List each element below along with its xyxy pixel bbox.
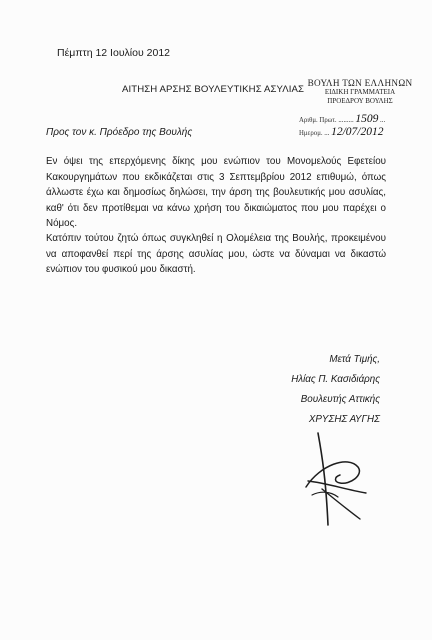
stamp-number-label: Αριθμ. Πρωτ. [299, 117, 337, 124]
letter-date: Πέμπτη 12 Ιουλίου 2012 [57, 47, 170, 59]
letter-title: ΑΙΤΗΣΗ ΑΡΣΗΣ ΒΟΥΛΕΥΤΙΚΗΣ ΑΣΥΛΙΑΣ [122, 84, 305, 95]
stamp-date-row: Ημερομ. ... 12/07/2012 [299, 126, 384, 138]
stamp-number-row: Αριθμ. Πρωτ. ......... 1509 ... [299, 113, 386, 125]
recipient-line: Προς τον κ. Πρόεδρο της Βουλής [46, 127, 193, 138]
sender-role: Βουλευτής Αττικής [300, 394, 380, 405]
closing-block [291, 350, 380, 430]
sender-name: Ηλίας Π. Κασιδιάρης [291, 374, 380, 385]
stamp-line-1: ΕΙΔΙΚΗ ΓΡΑΜΜΑΤΕΙΑ [324, 88, 396, 96]
stamp-date-label: Ημερομ. [299, 130, 323, 137]
sender-party: ΧΡΥΣΗΣ ΑΥΓΗΣ [308, 414, 380, 425]
paragraph-2: Κατόπιν τούτου ζητώ όπως συγκληθεί η Ολομέλεια της Βουλής, προκειμένου να αποφανθεί περί της άρσης ασυλίας μου, ώστε να δύναμαι να δικαστώ ενώπιον του φυσικού μου δικαστή. [46, 233, 386, 276]
stamp-title: ΒΟΥΛΗ ΤΩΝ ΕΛΛΗΝΩΝ [307, 78, 413, 88]
handwritten-signature [300, 425, 370, 530]
stamp-line-2: ΠΡΟΕΔΡΟΥ ΒΟΥΛΗΣ [327, 96, 393, 105]
stamp-date-value: 12/07/2012 [331, 126, 384, 138]
stamp-number-value: 1509 [355, 113, 379, 125]
closing-regards: Μετά Τιμής, [329, 354, 380, 365]
parliament-stamp [299, 78, 415, 138]
paragraph-1: Εν όψει της επερχόμενης δίκης μου ενώπιον του Μονομελούς Εφετείου Κακουργημάτων που εκδικάζεται στις 3 Σεπτεμβρίου 2012 επιθυμώ, όπως άλλωστε έχω και δημοσίως δηλώσει, την άρση της βουλευτικής μου ασυλίας, καθ' ότι δεν προτίθεμαι να κάνω χρήση του δικαιώματος που μου παρέχει ο Νόμος. [46, 156, 386, 230]
